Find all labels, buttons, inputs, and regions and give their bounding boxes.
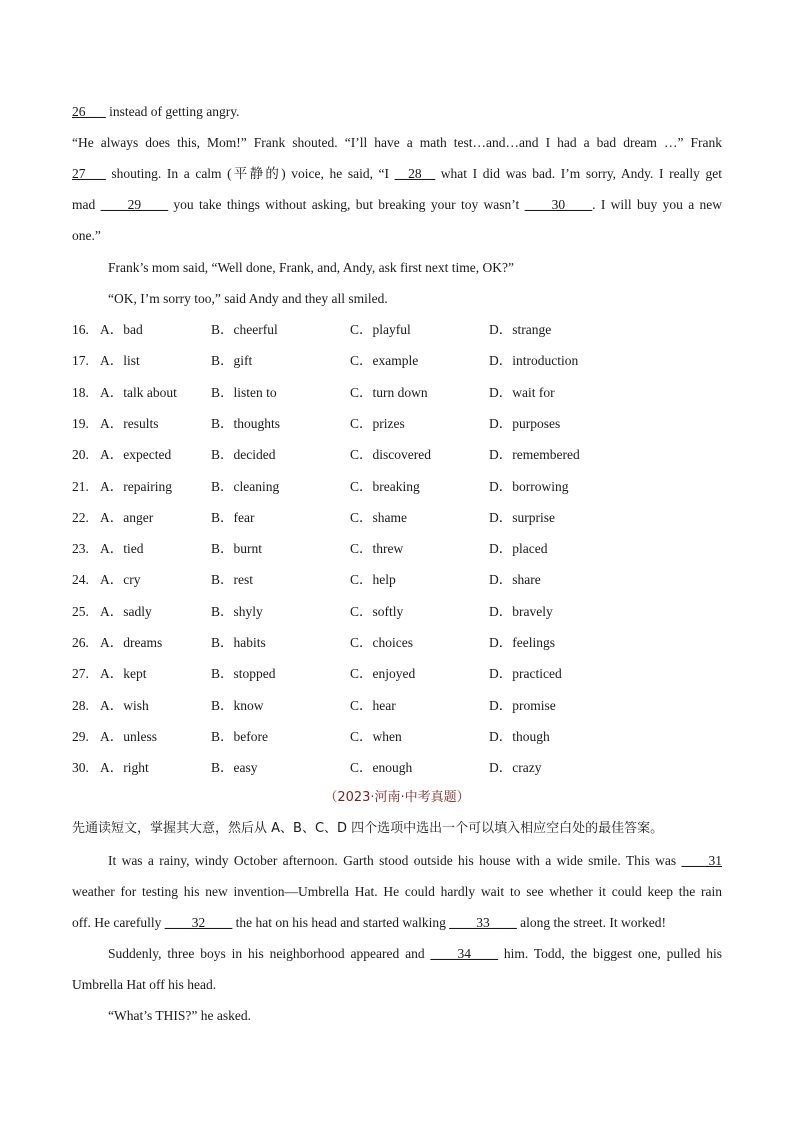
option-b: B．fear (211, 510, 255, 525)
option-d: D．bravely (489, 604, 553, 619)
option-b: B．rest (211, 572, 253, 587)
option-row (72, 321, 722, 339)
passage1-line-2: “He always does this, Mom!” Frank shouted. “I’ll have a math test…and…and I had a bad dream …” Frank (72, 135, 722, 150)
blank-33: ____33____ (449, 915, 517, 930)
option-row (72, 603, 722, 621)
option-row (72, 571, 722, 589)
option-row (72, 728, 722, 746)
passage1-text: instead of getting angry. (105, 104, 240, 119)
passage1-paragraph-3: “OK, I’m sorry too,” said Andy and they all smiled. (108, 291, 388, 306)
option-d: D．remembered (489, 447, 580, 462)
option-c: C．playful (350, 322, 411, 337)
option-c: C．turn down (350, 385, 428, 400)
passage2-text: the hat on his head and started walking (232, 915, 450, 930)
option-c: C．enjoyed (350, 666, 416, 681)
option-c: C．enough (350, 760, 413, 775)
passage1-text: mad (72, 197, 101, 212)
option-b: B．before (211, 729, 268, 744)
option-c: C．example (350, 353, 419, 368)
passage2-text: off. He carefully (72, 915, 165, 930)
instruction: 先通读短文，掌握其大意，然后从 A、B、C、D 四个选项中选出一个可以填入相应空白处的最佳答案。 (72, 821, 664, 836)
option-b: B．thoughts (211, 416, 281, 431)
option-row (72, 415, 722, 433)
passage1-line-1 (72, 103, 722, 121)
question-number: 19. (72, 416, 89, 431)
question-number: 29. (72, 729, 89, 744)
source-label: （2023·河南·中考真题） (324, 790, 470, 805)
option-row (72, 697, 722, 715)
option-row (72, 665, 722, 683)
option-d: D．practiced (489, 666, 562, 681)
option-a: A．wish (100, 698, 149, 713)
question-number: 24. (72, 572, 89, 587)
blank-26: 26___ (72, 104, 106, 119)
question-number: 20. (72, 447, 89, 462)
option-a: A．results (100, 416, 159, 431)
blank-31: ____31 (681, 853, 722, 868)
option-a: A．repairing (100, 479, 172, 494)
question-number: 17. (72, 353, 89, 368)
question-number: 25. (72, 604, 89, 619)
passage1-paragraph-2: Frank’s mom said, “Well done, Frank, and, Andy, ask first next time, OK?” (108, 260, 514, 275)
question-number: 18. (72, 385, 89, 400)
option-a: A．kept (100, 666, 147, 681)
option-row (72, 540, 722, 558)
option-b: B．know (211, 698, 264, 713)
option-a: A．talk about (100, 385, 177, 400)
passage2-line-1 (108, 852, 722, 870)
passage1-line-5: one.” (72, 228, 101, 243)
question-number: 30. (72, 760, 89, 775)
option-row (72, 352, 722, 370)
option-d: D．though (489, 729, 550, 744)
option-b: B．cleaning (211, 479, 280, 494)
passage1-text: what I did was bad. I’m sorry, Andy. I really get (435, 166, 722, 181)
option-d: D．borrowing (489, 479, 569, 494)
blank-34: ____34____ (430, 946, 498, 961)
option-d: D．share (489, 572, 541, 587)
option-d: D．promise (489, 698, 556, 713)
passage2-text: him. Todd, the biggest one, pulled his (497, 946, 723, 961)
option-a: A．anger (100, 510, 154, 525)
option-row (72, 759, 722, 777)
option-c: C．shame (350, 510, 407, 525)
option-d: D．surprise (489, 510, 555, 525)
option-d: D．introduction (489, 353, 579, 368)
option-c: C．breaking (350, 479, 420, 494)
option-b: B．decided (211, 447, 276, 462)
blank-30: ____30____ (524, 197, 593, 212)
option-a: A．bad (100, 322, 143, 337)
question-number: 16. (72, 322, 89, 337)
passage2-text: It was a rainy, windy October afternoon. Garth stood outside his house with a wide smile. This was (108, 853, 682, 868)
option-a: A．right (100, 760, 149, 775)
blank-29: ____29____ (100, 197, 169, 212)
passage2-text: along the street. It worked! (516, 915, 666, 930)
question-number: 28. (72, 698, 89, 713)
passage2-line-6: “What’s THIS?” he asked. (108, 1008, 251, 1023)
option-c: C．prizes (350, 416, 405, 431)
option-b: B．listen to (211, 385, 277, 400)
passage1-line-3 (72, 165, 722, 183)
option-a: A．unless (100, 729, 157, 744)
question-number: 22. (72, 510, 89, 525)
option-row (72, 634, 722, 652)
option-d: D．wait for (489, 385, 555, 400)
option-c: C．threw (350, 541, 404, 556)
option-b: B．easy (211, 760, 258, 775)
option-b: B．stopped (211, 666, 276, 681)
option-row (72, 509, 722, 527)
option-a: A．cry (100, 572, 141, 587)
passage1-text: you take things without asking, but breaking your toy wasn’t (168, 197, 525, 212)
passage2-text: Suddenly, three boys in his neighborhood appeared and (108, 946, 431, 961)
passage2-line-3 (72, 914, 722, 932)
option-row (72, 446, 722, 464)
option-d: D．placed (489, 541, 548, 556)
option-d: D．strange (489, 322, 552, 337)
option-c: C．help (350, 572, 396, 587)
option-b: B．cheerful (211, 322, 278, 337)
blank-27: 27___ (72, 166, 106, 181)
option-b: B．gift (211, 353, 253, 368)
option-c: C．discovered (350, 447, 431, 462)
option-c: C．when (350, 729, 402, 744)
option-row (72, 478, 722, 496)
passage1-text: . I will buy you a new (592, 197, 723, 212)
passage2-line-5: Umbrella Hat off his head. (72, 977, 217, 992)
question-number: 21. (72, 479, 89, 494)
option-c: C．hear (350, 698, 396, 713)
passage2-line-2: weather for testing his new invention—Umbrella Hat. He could hardly wait to see whether it could keep the rain (72, 884, 722, 899)
question-number: 27. (72, 666, 89, 681)
blank-28: __28__ (394, 166, 436, 181)
option-c: C．choices (350, 635, 413, 650)
passage2-line-4 (108, 945, 722, 963)
option-b: B．burnt (211, 541, 263, 556)
question-number: 23. (72, 541, 89, 556)
option-b: B．habits (211, 635, 266, 650)
option-c: C．softly (350, 604, 404, 619)
passage1-line-4 (72, 196, 722, 214)
option-d: D．feelings (489, 635, 555, 650)
option-row (72, 384, 722, 402)
option-b: B．shyly (211, 604, 263, 619)
option-d: D．purposes (489, 416, 561, 431)
option-a: A．sadly (100, 604, 152, 619)
passage1-text: shouting. In a calm (平静的) voice, he said, “I (105, 166, 395, 181)
option-a: A．tied (100, 541, 144, 556)
option-a: A．list (100, 353, 140, 368)
option-a: A．expected (100, 447, 172, 462)
option-a: A．dreams (100, 635, 163, 650)
question-number: 26. (72, 635, 89, 650)
option-d: D．crazy (489, 760, 542, 775)
blank-32: ____32____ (164, 915, 233, 930)
